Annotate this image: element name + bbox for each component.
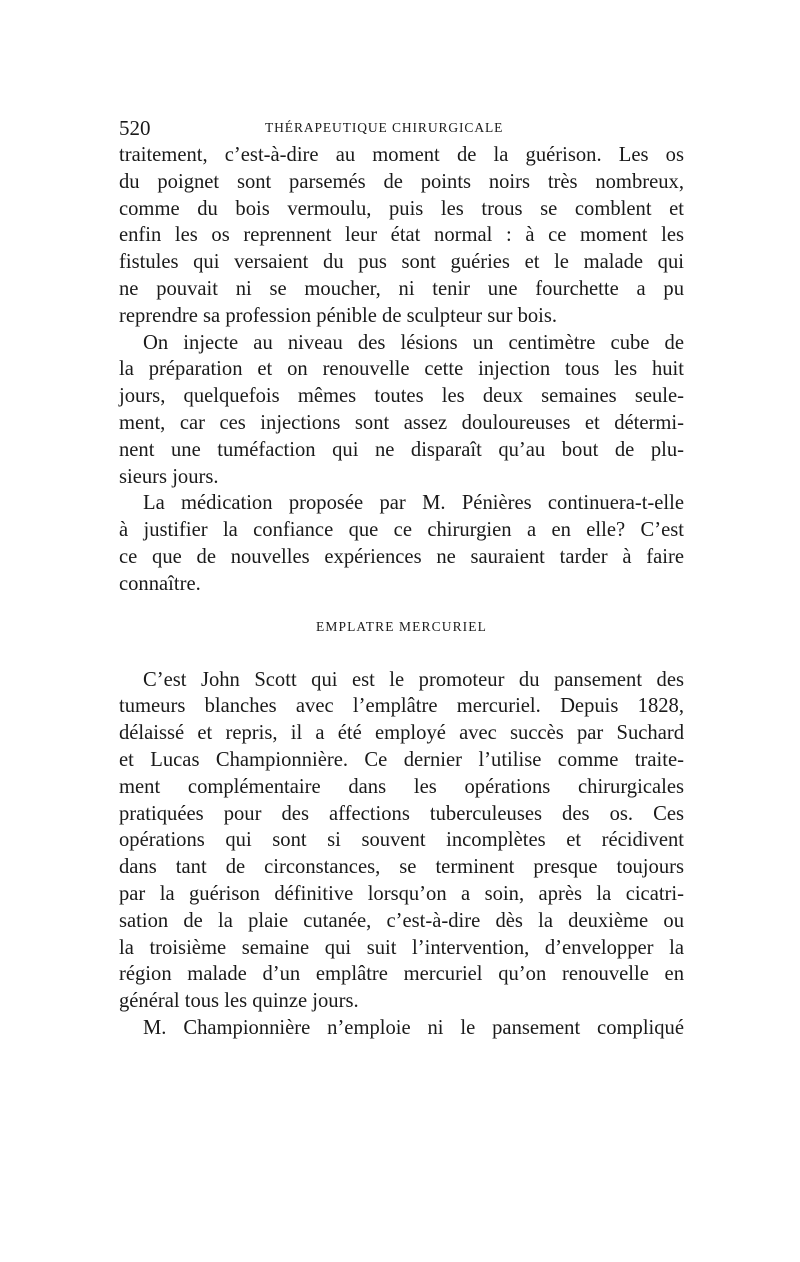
running-title: THÉRAPEUTIQUE CHIRURGICALE bbox=[265, 120, 504, 135]
text-line: à justifier la confiance que ce chirurgien a en elle? C’est bbox=[119, 519, 684, 542]
text-line: enfin les os reprennent leur état normal : à ce moment les bbox=[119, 224, 684, 247]
text-line: C’est John Scott qui est le promoteur du pansement des bbox=[143, 668, 684, 691]
text-line: ment complémentaire dans les opérations chirurgicales bbox=[119, 775, 684, 798]
text-line: sieurs jours. bbox=[119, 465, 219, 488]
text-line: et Lucas Championnière. Ce dernier l’utilise comme traite- bbox=[119, 748, 684, 771]
paragraph-3 bbox=[119, 490, 684, 597]
text-line: ce que de nouvelles expériences ne sauraient tarder à faire bbox=[119, 545, 684, 568]
text-line: dans tant de circonstances, se terminent presque toujours bbox=[119, 856, 684, 879]
page-number: 520 bbox=[119, 116, 151, 140]
text-line: M. Championnière n’emploie ni le pansement compliqué bbox=[143, 1016, 684, 1039]
text-line: nent une tuméfaction qui ne disparaît qu’au bout de plu- bbox=[119, 438, 684, 461]
text-line: région malade d’un emplâtre mercuriel qu’on renouvelle en bbox=[119, 963, 684, 986]
section-heading: EMPLATRE MERCURIEL bbox=[316, 618, 487, 634]
paragraph-4 bbox=[119, 667, 684, 1015]
text-line: sation de la plaie cutanée, c’est-à-dire dès la deuxième ou bbox=[119, 909, 684, 932]
text-line: pratiquées pour des affections tuberculeuses des os. Ces bbox=[119, 802, 684, 825]
text-line: la troisième semaine qui suit l’intervention, d’envelopper la bbox=[119, 936, 684, 959]
text-line: reprendre sa profession pénible de sculpteur sur bois. bbox=[119, 304, 558, 327]
text-line: On injecte au niveau des lésions un centimètre cube de bbox=[143, 331, 684, 354]
body-text bbox=[119, 142, 684, 1042]
page-content bbox=[119, 112, 684, 1042]
text-line: fistules qui versaient du pus sont guéries et le malade qui bbox=[119, 251, 684, 274]
text-line: opérations qui sont si souvent incomplètes et récidivent bbox=[119, 829, 684, 852]
text-line: ment, car ces injections sont assez douloureuses et détermi- bbox=[119, 411, 684, 434]
text-line: général tous les quinze jours. bbox=[119, 990, 359, 1013]
text-line: par la guérison définitive lorsqu’on a soin, après la cicatri- bbox=[119, 882, 684, 905]
text-line: délaissé et repris, il a été employé avec succès par Suchard bbox=[119, 722, 684, 745]
text-line: tumeurs blanches avec l’emplâtre mercuriel. Depuis 1828, bbox=[119, 695, 684, 718]
text-line: connaître. bbox=[119, 572, 201, 595]
text-line: jours, quelquefois mêmes toutes les deux semaines seule- bbox=[119, 385, 684, 408]
text-line: la préparation et on renouvelle cette injection tous les huit bbox=[119, 358, 684, 381]
paragraph-2 bbox=[119, 330, 684, 491]
text-line: ne pouvait ni se moucher, ni tenir une fourchette a pu bbox=[119, 277, 684, 300]
paragraph-5 bbox=[119, 1015, 684, 1042]
paragraph-1 bbox=[119, 142, 684, 330]
text-line: La médication proposée par M. Pénières continuera-t-elle bbox=[143, 492, 684, 515]
text-line: comme du bois vermoulu, puis les trous se comblent et bbox=[119, 197, 684, 220]
text-line: du poignet sont parsemés de points noirs très nombreux, bbox=[119, 170, 684, 193]
text-line: traitement, c’est-à-dire au moment de la guérison. Les os bbox=[119, 144, 684, 166]
running-header bbox=[119, 112, 684, 142]
